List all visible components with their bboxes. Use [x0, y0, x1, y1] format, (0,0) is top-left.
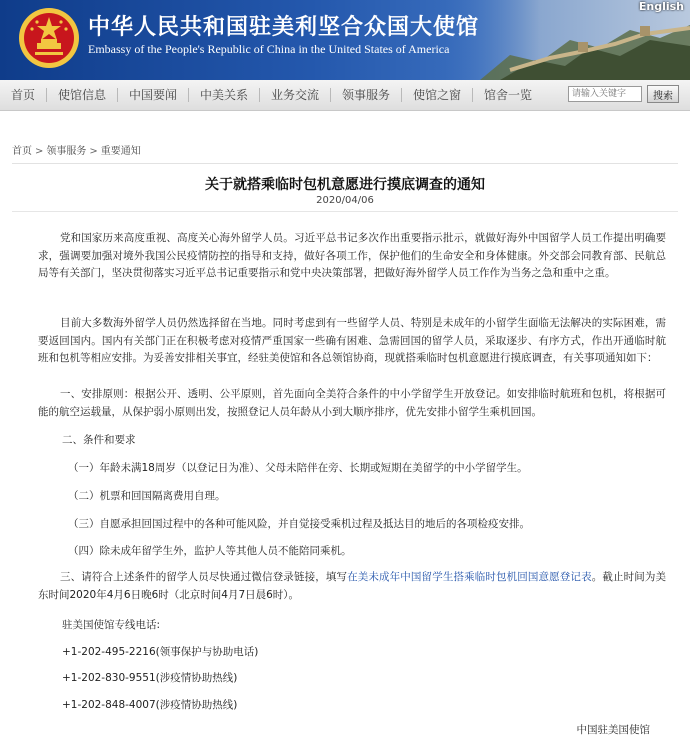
registration-text-before: 三、请符合上述条件的留学人员尽快通过微信登录链接，填写 — [60, 571, 348, 583]
signature: 中国驻美国使馆 — [576, 724, 650, 736]
condition-item: （四）除未成年留学生外，监护人等其他人员不能陪同乘机。 — [68, 545, 352, 557]
main-nav — [0, 80, 690, 111]
article-date: 2020/04/06 — [316, 195, 374, 206]
breadcrumb-separator: > — [35, 146, 44, 157]
condition-item: （一）年龄未满18周岁（以登记日为准）、父母未陪伴在旁、长期或短期在美留学的中小学留学生。 — [68, 462, 528, 474]
registration-text-after: 。截止时间为美东时间2020年4月6日晚6时（北京时间4月7日晨6时）。 — [38, 571, 667, 601]
phone-number: +1-202-848-4007(涉疫情协助热线) — [62, 699, 238, 711]
breadcrumb-separator: > — [89, 146, 98, 157]
english-link[interactable]: English — [638, 0, 684, 13]
national-emblem-icon — [18, 7, 80, 69]
breadcrumb — [12, 142, 141, 157]
nav-item-exchanges[interactable]: 业务交流 — [270, 88, 319, 102]
site-title-cn: 中华人民共和国驻美利坚合众国大使馆 — [88, 14, 480, 40]
phone-number: +1-202-830-9551(涉疫情协助热线) — [62, 672, 238, 684]
condition-item: （二）机票和回国隔离费用自理。 — [68, 490, 226, 502]
nav-item-premises[interactable]: 馆舍一览 — [483, 88, 532, 102]
nav-item-china-us-relations[interactable]: 中美关系 — [199, 88, 248, 102]
article-paragraph-3: 一、安排原则：根据公开、透明、公平原则，首先面向全美符合条件的中小学留学生开放登记。如安排临时航班和包机，将根据可能的航空运载量，从保护弱小原则出发，按照登记人员年龄从小到大顺序排序，优先安排小留学生乘机回国。 — [38, 388, 666, 418]
nav-item-embassy-info[interactable]: 使馆信息 — [57, 88, 106, 102]
search-input[interactable] — [568, 86, 642, 102]
nav-item-consular-services[interactable]: 领事服务 — [341, 88, 390, 102]
breadcrumb-consular-services[interactable]: 领事服务 — [46, 146, 87, 157]
site-title-en: Embassy of the People's Republic of China in the United States of America — [88, 42, 450, 56]
article-title: 关于就搭乘临时包机意愿进行摸底调查的通知 — [205, 177, 485, 193]
article-paragraph-2: 目前大多数海外留学人员仍然选择留在当地。同时考虑到有一些留学人员、特别是未成年的小留学生面临无法解决的实际困难，需要返回国内。国内有关部门正在积极考虑对疫情严重国家一些确有困难、急需回国的留学人员，采取逐步、有序方式，作出开通临时航班和包机等相应安排。为妥善安排相关事宜，经驻美使馆和各总领馆协商，现就搭乘临时包机意愿进行摸底调查，有关事项通知如下： — [38, 317, 666, 364]
hotline-title: 驻美国使馆专线电话: — [62, 619, 161, 631]
registration-form-link[interactable]: 在美未成年中国留学生搭乘临时包机回国意愿登记表 — [347, 571, 592, 583]
breadcrumb-home[interactable]: 首页 — [12, 146, 32, 157]
phone-number: +1-202-495-2216(领事保护与协助电话) — [62, 646, 259, 658]
article-paragraph-4 — [38, 569, 666, 604]
condition-item: （三）自愿承担回国过程中的各种可能风险，并自觉接受乘机过程及抵达目的地后的各项检疫安排。 — [68, 518, 530, 530]
nav-item-embassy-window[interactable]: 使馆之窗 — [412, 88, 461, 102]
divider — [12, 211, 678, 212]
divider — [12, 163, 678, 164]
nav-item-china-news[interactable]: 中国要闻 — [128, 88, 177, 102]
section-heading: 二、条件和要求 — [62, 434, 136, 446]
search-button[interactable]: 搜索 — [647, 85, 679, 103]
article-paragraph-1: 党和国家历来高度重视、高度关心海外留学人员。习近平总书记多次作出重要指示批示，就做好海外中国留学人员工作提出明确要求，强调要加强对境外我国公民疫情防控的指导和支持，做好各项工作，保护他们的生命安全和身体健康。外交部会同教育部、民航总局等有关部门，坚决贯彻落实习近平总书记重要指示和党中央决策部署，把做好海外留学人员工作作为当务之急和重中之重。 — [38, 232, 666, 279]
header-banner — [0, 0, 690, 80]
nav-item-home[interactable]: 首页 — [10, 88, 35, 102]
breadcrumb-current: 重要通知 — [100, 146, 141, 157]
